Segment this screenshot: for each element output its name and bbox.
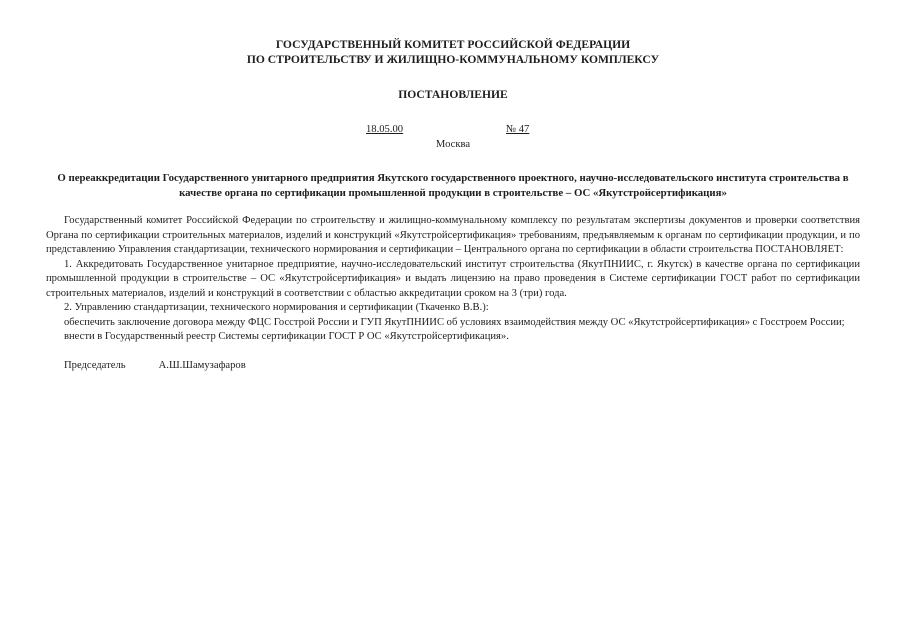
preamble-paragraph: Государственный комитет Российской Федерации по строительству и жилищно-коммунальному комплексу по результатам экспертизы документов и проверки соответствия Органа по сертификации строительных материалов, изделий и конструкций «Якутстройсертификация» требованиям, предъявляемым к органам по сертификации продукции, и по представлению Управления стандартизации, технического нормирования и сертификации – Центрального органа по сертификации в области строительства ПОСТАНОВЛЯЕТ: — [46, 215, 860, 255]
agency-name-line-1: ГОСУДАРСТВЕННЫЙ КОМИТЕТ РОССИЙСКОЙ ФЕДЕРАЦИИ — [275, 38, 631, 51]
date-number-row — [46, 123, 860, 138]
item-2a-paragraph: обеспечить заключение договора между ФЦС Госстрой России и ГУП ЯкутПНИИС об условиях взаимодействия между ОС «Якутстройсертификация» с Госстроем России; — [64, 316, 845, 328]
document-subject: О переаккредитации Государственного унитарного предприятия Якутского государственного проектного, научно-исследовательского института строительства в качестве органа по сертификации промышленной продукции в строительстве – ОС «Якутстройсертификация» — [57, 172, 849, 199]
signatory-position: Председатель — [64, 359, 126, 371]
agency-name-line-2: ПО СТРОИТЕЛЬСТВУ И ЖИЛИЩНО-КОММУНАЛЬНОМУ КОМПЛЕКСУ — [246, 52, 660, 66]
document-number: № 47 — [506, 123, 530, 135]
agency-name — [46, 38, 860, 67]
document-date: 18.05.00 — [366, 123, 404, 135]
document-type: ПОСТАНОВЛЕНИЕ — [398, 88, 508, 101]
decree-document — [46, 38, 860, 373]
signatory-name: А.Ш.Шамузафаров — [158, 359, 246, 371]
item-2-paragraph: 2. Управлению стандартизации, технического нормирования и сертификации (Ткаченко В.В.): — [64, 302, 489, 313]
signature-block — [46, 359, 860, 374]
document-city: Москва — [435, 138, 471, 150]
document-body — [46, 214, 860, 345]
item-2b-paragraph: внести в Государственный реестр Системы сертификации ГОСТ Р ОС «Якутстройсертификация». — [64, 331, 509, 342]
item-1-paragraph: 1. Аккредитовать Государственное унитарное предприятие, научно-исследовательский институт строительства (ЯкутПНИИС, г. Якутск) в качестве органа по сертификации промышленной продукции в строительстве – ОС «Якутстройсертификация» и выдать лицензию на право проведения в Системе сертификации ГОСТ работ по сертификации строительных материалов, изделий и конструкций в соответствии с областью аккредитации сроком на 3 (три) года. — [46, 258, 860, 299]
